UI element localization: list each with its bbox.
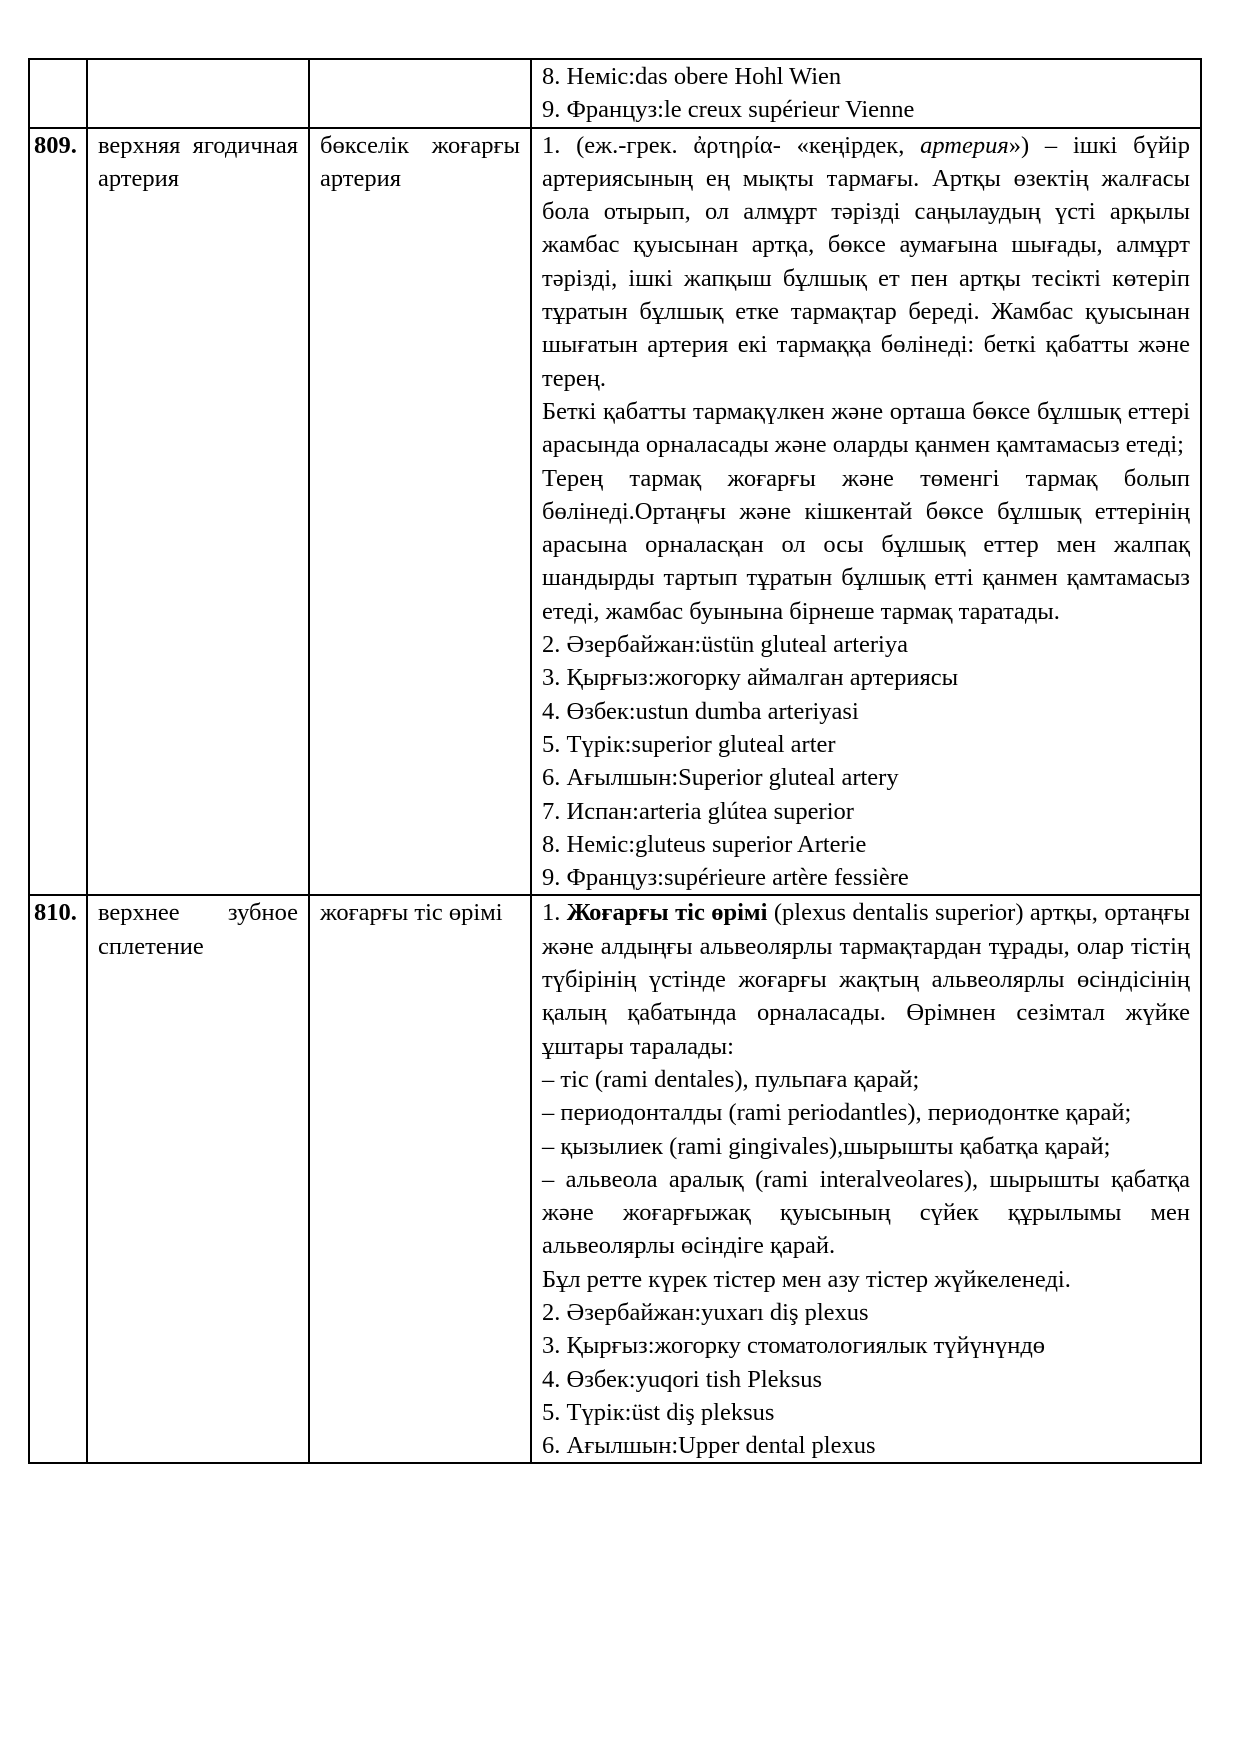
list-item: – периодонталды (rami periodantles), периодонтке қарай; <box>542 1099 1132 1127</box>
kazakh-term: бөкселік жоғарғы артерия <box>309 128 531 896</box>
russian-term <box>87 59 309 128</box>
translation-line: 3. Қырғыз:жогорку стоматологиялык түйүнүндө <box>542 1332 1046 1360</box>
russian-term: верхняя ягодичная артерия <box>87 128 309 896</box>
translation-line: 5. Түрік:üst diş pleksus <box>542 1398 775 1426</box>
definition-paragraph: Беткі қабатты тармақүлкен және орташа бөксе бұлшық еттері арасында орналасады және оларды қанмен қамтамасыз етеді; <box>542 397 1190 459</box>
translation-line: 6. Ағылшын:Superior gluteal artery <box>542 764 899 792</box>
table-row <box>29 895 1201 1463</box>
translation-line: 6. Ағылшын:Upper dental plexus <box>542 1432 876 1460</box>
definition-paragraph: 1. (еж.-грек. ἀρτηρία- «кеңірдек, артерия») – ішкі бүйір артериясының ең мықты тармағы. Артқы өзектің жалғасы бола отырып, ол алмұрт тәрізді саңылаудың үсті арқылы жамбас қуысынан артқа, бөксе аумағына шығады, алмұрт тәрізді, ішкі жапқыш бұлшық ет пен артқы тесікті көтеріп тұратын бұлшық етке тармақтар береді. Жамбас қуысынан шығатын артерия екі тармаққа бөлінеді: беткі қабатты және терең. <box>542 131 1190 392</box>
translation-line: 2. Әзербайжан:yuxarı diş plexus <box>542 1298 869 1326</box>
translation-line: 8. Неміс:gluteus superior Arterie <box>542 830 867 858</box>
translation-line: 4. Өзбек:yuqori tish Pleksus <box>542 1365 823 1393</box>
entry-number: 809. <box>29 128 87 896</box>
entry-definition <box>531 59 1201 128</box>
definition-paragraph: 1. Жоғарғы тіс өрімі (plexus dentalis superior) артқы, ортаңғы және алдыңғы альвеолярлы тармақтардан тұрады, олар тістің түбірінің үстінде жоғарғы жақтың альвеолярлы өсіндісінің қалың қабатында орналасады. Өрімнен сезімтал жүйке ұштары таралады: <box>542 899 1190 1060</box>
entry-number <box>29 59 87 128</box>
definition-paragraph: Терең тармақ жоғарғы және төменгі тармақ болып бөлінеді.Ортаңғы және кішкентай бөксе бұлшық еттерінің арасына орналасқан ол осы бұлшық еттер мен жалпақ шандырды тартып тұратын бұлшық етті қанмен қамтамасыз етеді, жамбас буынына бірнеше тармақ таратады. <box>542 464 1190 625</box>
translation-line: 9. Француз:le creux supérieur Vienne <box>542 96 915 124</box>
entry-definition <box>531 895 1201 1463</box>
definition-note: Бұл ретте күрек тістер мен азу тістер жүйкеленеді. <box>542 1265 1071 1293</box>
translation-line: 8. Неміс:das obere Hohl Wien <box>542 63 842 90</box>
translation-line: 5. Түрік:superior gluteal arter <box>542 730 836 758</box>
entry-number: 810. <box>29 895 87 1463</box>
kazakh-term <box>309 59 531 128</box>
list-item: – қызылиек (rami gingivales),шырышты қабатқа қарай; <box>542 1132 1111 1160</box>
translation-line: 4. Өзбек:ustun dumba arteriyasi <box>542 697 859 725</box>
translation-line: 7. Испан:arteria glútea superior <box>542 797 854 825</box>
russian-term: верхнее зубное сплетение <box>87 895 309 1463</box>
translation-line: 9. Француз:supérieure artère fessière <box>542 864 909 892</box>
translation-line: 2. Әзербайжан:üstün gluteal arteriya <box>542 631 908 659</box>
kazakh-term: жоғарғы тіс өрімі <box>309 895 531 1463</box>
translation-line: 3. Қырғыз:жогорку аймалган артериясы <box>542 664 959 692</box>
definition-italic: артерия <box>920 131 1009 159</box>
list-item: – тіс (rami dentales), пульпаға қарай; <box>542 1065 920 1093</box>
table-row <box>29 128 1201 896</box>
dictionary-table <box>28 58 1202 1464</box>
table-row <box>29 59 1201 128</box>
entry-definition <box>531 128 1201 896</box>
list-item: – альвеола аралық (rami interalveolares), шырышты қабатқа және жоғарғыжақ қуысының сүйек құрылымы мен альвеолярлы өсіндіге қарай. <box>542 1165 1190 1260</box>
definition-bold-term: Жоғарғы тіс өрімі <box>566 899 768 927</box>
